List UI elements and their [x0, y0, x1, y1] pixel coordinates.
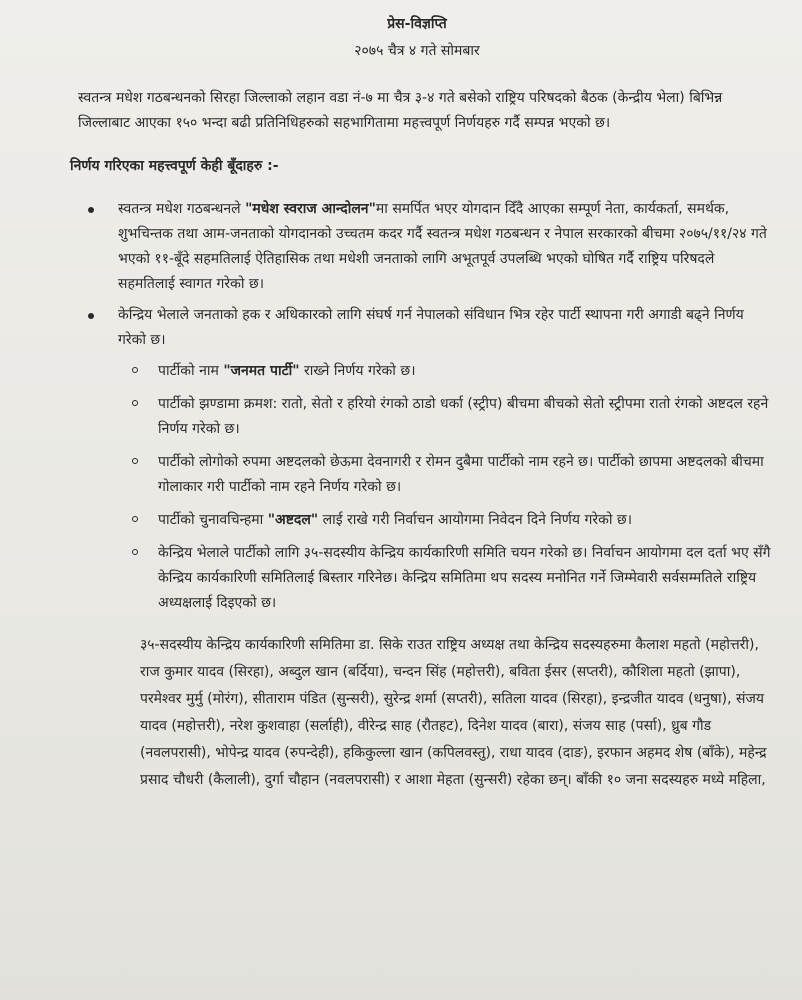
bullet1-bold: "मधेश स्वराज आन्दोलन": [245, 201, 376, 217]
bullet-dot-icon: [88, 207, 94, 213]
bullet2-text: केन्द्रिय भेलाले जनताको हक र अधिकारको लागि संघर्ष गर्न नेपालको संविधान भित्र रहेर पार्टी स्थापना गरी अगाडी बढ्ने निर्णय गरेको छ।: [118, 307, 744, 348]
subitem-central-committee: [118, 541, 772, 616]
sub2-text: पार्टीको झण्डामा क्रमश: रातो, सेतो र हरियो रंगको ठाडो धर्का (स्ट्रीप) बीचमा बीचको सेतो स्ट्रीपमा रातो रंगको अष्टदल रहने निर्णय गरेको छ।: [158, 396, 769, 437]
sub4-text-b: लाई राखे गरी निर्वाचन आयोगमा निवेदन दिने निर्णय गरेको छ।: [318, 512, 633, 528]
subitem-party-name: [118, 359, 772, 384]
sub-bullet-circle-icon: [132, 400, 138, 406]
decision-item-party: [62, 303, 772, 616]
party-decision-sublist: [118, 359, 772, 616]
subitem-election-symbol: [118, 508, 772, 533]
document-title: प्रेस-विज्ञप्ति: [387, 16, 447, 32]
bullet1-text-b: मा समर्पित भएर योगदान दिँदै आएका सम्पूर्ण नेता, कार्यकर्ता, समर्थक, शुभचिन्तक तथा आम-जनताको योगदानको उच्चतम कदर गर्दै स्वतन्त्र मधेश गठबन्धन र नेपाल सरकारको बीचमा २०७५/११/२४ गते भएको ११-बूँदे सहमतिलाई ऐतिहासिक तथा मधेशी जनताको लागि अभूतपूर्व उपलब्धि भएको घोषित गर्दै राष्ट्रिय परिषदले सहमतिलाई स्वागत गरेको छ।: [118, 201, 767, 292]
sub4-bold: "अष्टदल": [267, 512, 319, 528]
committee-members-paragraph: ३५-सदस्यीय केन्द्रिय कार्यकारिणी समितिमा डा. सिके राउत राष्ट्रिय अध्यक्ष तथा केन्द्रिय सदस्यहरुमा कैलाश महतो (महोत्तरी), राज कुमार यादव (सिरहा), अब्दुल खान (बर्दिया), चन्दन सिंह (महोत्तरी), बविता ईसर (सप्तरी), कौशिला महतो (झापा), परमेश्वर मुर्मु (मोरंग), सीताराम पंडित (सुन्सरी), सुरेन्द्र शर्मा (सप्तरी), सतिला यादव (सिरहा), इन्द्रजीत यादव (धनुषा), संजय यादव (महोत्तरी), नरेश कुशवाहा (सर्लाही), वीरेन्द्र साह (रौतहट), दिनेश यादव (बारा), संजय साह (पर्सा), ध्रुब गौड (नवलपरासी), भोपेन्द्र यादव (रुपन्देही), हकिकुल्ला खान (कपिलवस्तु), राधा यादव (दाङ), इरफान अहमद शेष (बाँके), महेन्द्र प्रसाद चौधरी (कैलाली), दुर्गा चौहान (नवलपरासी) र आशा मेहता (सुन्सरी) रहेका छन्। बाँकी १० जना सदस्यहरु मध्ये महिला,: [140, 637, 767, 788]
decisions-heading: निर्णय गरिएका महत्त्वपूर्ण केही बूँदाहरु :-: [70, 158, 279, 174]
sub-bullet-circle-icon: [132, 367, 138, 373]
sub4-text-a: पार्टीको चुनावचिन्हमा: [158, 512, 268, 528]
sub1-text-a: पार्टीको नाम: [158, 363, 224, 379]
bullet-dot-icon: [88, 313, 94, 319]
subitem-party-logo: [118, 450, 772, 500]
document-date: २०७५ चैत्र ४ गते सोमबार: [354, 43, 480, 59]
sub-bullet-circle-icon: [132, 549, 138, 555]
subitem-party-flag: [118, 392, 772, 442]
bullet1-text-a: स्वतन्त्र मधेश गठबन्धनले: [118, 201, 246, 217]
decision-item-agreement: [62, 197, 772, 297]
sub1-text-b: राख्ने निर्णय गरेको छ।: [299, 363, 416, 379]
sub5-text: केन्द्रिय भेलाले पार्टीको लागि ३५-सदस्यीय केन्द्रिय कार्यकारिणी समिति चयन गरेको छ। निर्वाचन आयोगमा दल दर्ता भए सँगै केन्द्रिय कार्यकारिणी समितिलाई बिस्तार गरिनेछ। केन्द्रिय समितिमा थप सदस्य मनोनित गर्ने जिम्मेवारी सर्वसम्मतिले राष्ट्रिय अध्यक्षलाई दिइएको छ।: [158, 545, 771, 611]
sub1-bold: "जनमत पार्टी": [223, 363, 300, 379]
sub3-text: पार्टीको लोगोको रुपमा अष्टदलको छेऊमा देवनागरी र रोमन दुबैमा पार्टीको नाम रहने छ। पार्टीको छापमा अष्टदलको बीचमा गोलाकार गरी पार्टीको नाम रहने निर्णय गरेको छ।: [158, 454, 764, 495]
intro-paragraph: स्वतन्त्र मधेश गठबन्धनको सिरहा जिल्लाको लहान वडा नं-७ मा चैत्र ३-४ गते बसेको राष्ट्रिय परिषदको बैठक (केन्द्रीय भेला) बिभिन्न जिल्लाबाट आएका १५० भन्दा बढी प्रतिनिधिहरुको सहभागितामा महत्त्वपूर्ण निर्णयहरु गर्दै सम्पन्न भएको छ।: [78, 90, 723, 131]
decision-list: [62, 197, 772, 616]
sub-bullet-circle-icon: [132, 516, 138, 522]
sub-bullet-circle-icon: [132, 458, 138, 464]
